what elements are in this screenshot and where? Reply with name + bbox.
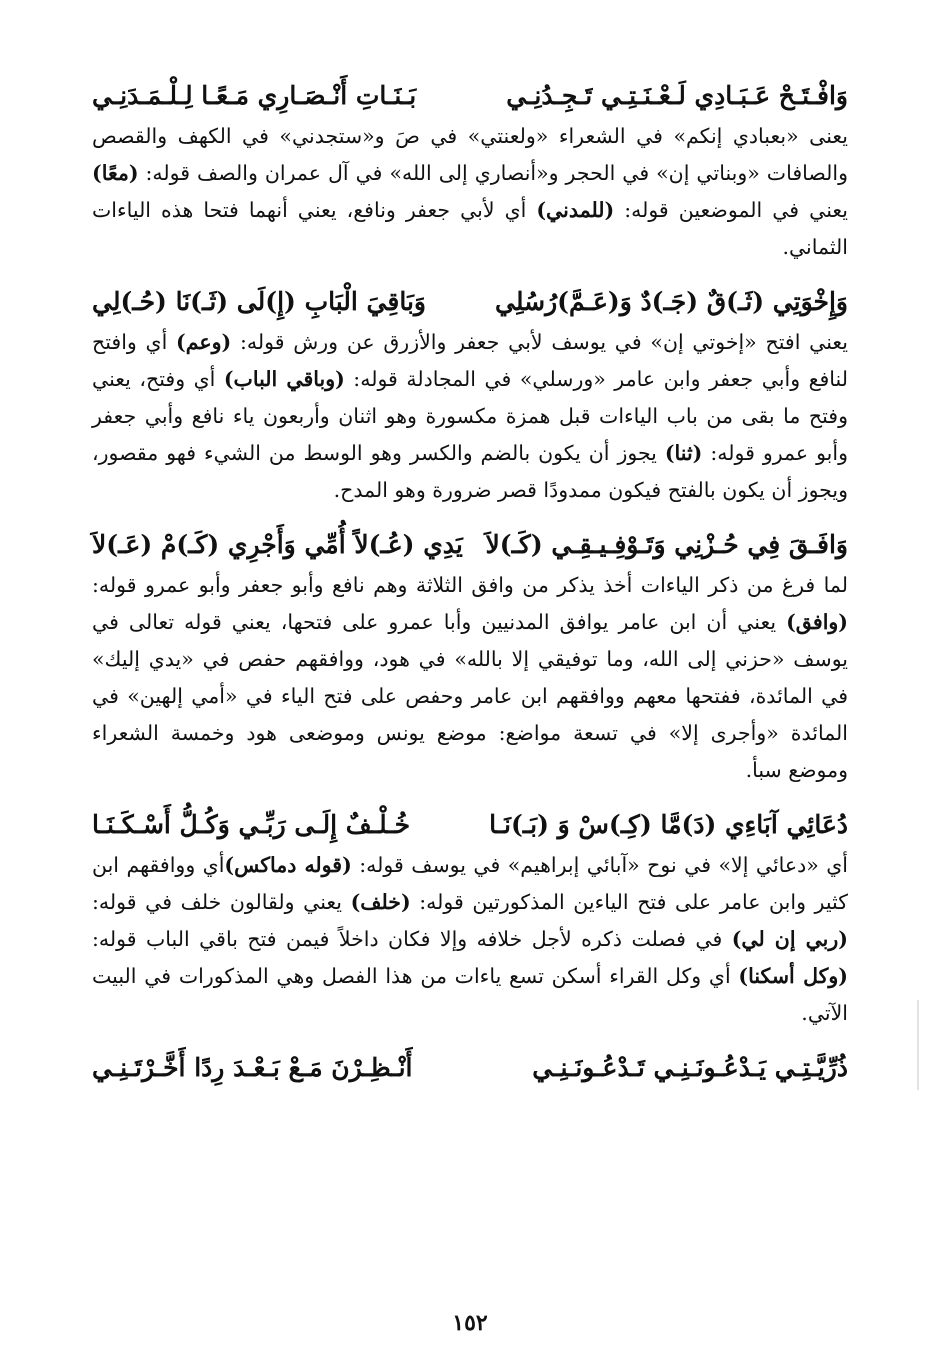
keyword: (للمدني) [536,198,615,222]
verse-line [92,280,848,324]
keyword: (وافق) [786,610,848,634]
keyword: (وكل أسكنا) [738,964,848,988]
commentary-paragraph [92,847,848,1032]
keyword: (خلف) [350,890,411,914]
verse-line [92,523,848,567]
verse-first-hemistich: وَافَـقَ فِي حُـزْنِي وَتَـوْفِـيـقِـي (كَـ)لاَ [485,530,848,559]
text-run: أي لأبي جعفر ونافع، يعني أنهما فتحا هذه الياءات الثماني. [92,198,848,259]
text-run: يعني أن ابن عامر يوافق المدنيين وأبا عمرو على فتحها، يعني قوله تعالى في يوسف «حزني إلى الله، وما توفيقي إلا بالله» في هود، ووافقهم حفص في «يدي إليك» في المائدة، ففتحها معهم ووافقهم ابن عامر وحفص على فتح الياء في «أمي إلهين» في المائدة «وأجرى إلا» في تسعة مواضع: موضع يونس وموضعى هود وخمسة الشعراء وموضع سبأ. [92,610,848,782]
verse-first-hemistich: وَافْـتَـحْ عَـبَـادِي لَـعْـنَـتِـي تَـجِـدُنِـي [506,81,848,110]
keyword: (ثنا) [664,441,703,465]
book-page [92,70,848,1360]
text-run: يعني افتح «إخوتي إن» في يوسف لأبي جعفر والأزرق عن ورش قوله: [231,330,848,354]
verse-second-hemistich: خُـلْـفٌ إِلَـى رَبِّـي وَكُـلُّ أَسْـكَـنَـا [92,810,411,839]
commentary-paragraph [92,324,848,509]
verse-second-hemistich: يَدِي (عُـ)لاً أُمِّي وَأَجْرِي (كَـ)مْ (عَـ)لاَ [92,530,463,559]
text-run: أي وفتح، يعني وفتح ما بقى من باب الياءات قبل همزة مكسورة وهو اثنان وأربعون ياء نافع وأبي جعفر وأبو عمرو قوله: [92,367,848,465]
text-run: أي وافتح لنافع وأبي جعفر وابن عامر «ورسلي» في المجادلة قوله: [92,330,848,391]
verse-first-hemistich: ذُرِّيَّـتِـي يَـدْعُـونَـنِـي تَـدْعُـونَـنِـي [532,1053,848,1082]
page-edge-mark [917,1000,919,1090]
text-run: أي «دعائي إلا» في نوح «آبائي إبراهيم» في يوسف قوله: [351,853,849,877]
text-run: يعني في الموضعين قوله: [614,198,848,222]
text-run: يعني ولقالون خلف في قوله: [92,890,351,914]
text-run: في فصلت ذكره لأجل خلافه وإلا فكان داخلاً فيمن فتح باقي الباب قوله: [92,927,732,951]
text-run: يعنى «بعبادي إنكم» في الشعراء «ولعنتي» في صَ و«ستجدني» في الكهف والقصص والصافات «وبناتي إن» في الحجر و«أنصاري إلى الله» في آل عمران والصف قوله: [92,124,848,185]
verse-second-hemistich: وَبَاقِيَ الْبَابِ (إِ)لَى (ثَـ)نَا (حُـ)لِي [92,287,426,316]
verse-line [92,803,848,847]
page-number: ١٥٢ [452,1310,488,1336]
verse-line [92,74,848,118]
text-run: لما فرغ من ذكر الياءات أخذ يذكر من وافق الثلاثة وهم نافع وأبو جعفر وأبو عمرو قوله: [92,573,848,597]
text-run: أي وكل القراء أسكن تسع ياءات من هذا الفصل وهي المذكورات في البيت الآتي. [92,964,848,1025]
keyword: (وعم) [176,330,232,354]
keyword: (معًا) [92,161,139,185]
verse-first-hemistich: وَإِخْوَتِي (ثَـ)قٌ (جَـ)دٌ وَ(عَـمَّ)رُسُلِي [495,287,848,316]
text-run: أي ووافقهم ابن كثير وابن عامر على فتح الياءين المذكورتين قوله: [92,853,848,914]
commentary-paragraph [92,567,848,789]
verse-second-hemistich: أَنْـظِـرْنَ مَـعْ بَـعْـدَ رِدًا أَخَّـرْتَـنِـي [92,1053,413,1082]
verse-line [92,1046,848,1090]
text-run: يجوز أن يكون بالضم والكسر وهو الوسط من الشيء فهو مقصور، ويجوز أن يكون بالفتح فيكون ممدودًا قصر ضرورة وهو المدح. [92,441,848,502]
keyword: (قوله دماكس) [224,853,352,877]
keyword: (وباقي الباب) [223,367,345,391]
keyword: (ربي إن لي) [731,927,848,951]
commentary-paragraph [92,118,848,266]
verse-first-hemistich: دُعَائِي آبَاءِي (دَ)مَّا (كِـ)سْ وَ (بَـ)نَـا [489,810,848,839]
verse-second-hemistich: بَـنَـاتِ أَنْـصَـارِي مَـعًـا لِـلْـمَـدَنِـي [92,81,417,110]
